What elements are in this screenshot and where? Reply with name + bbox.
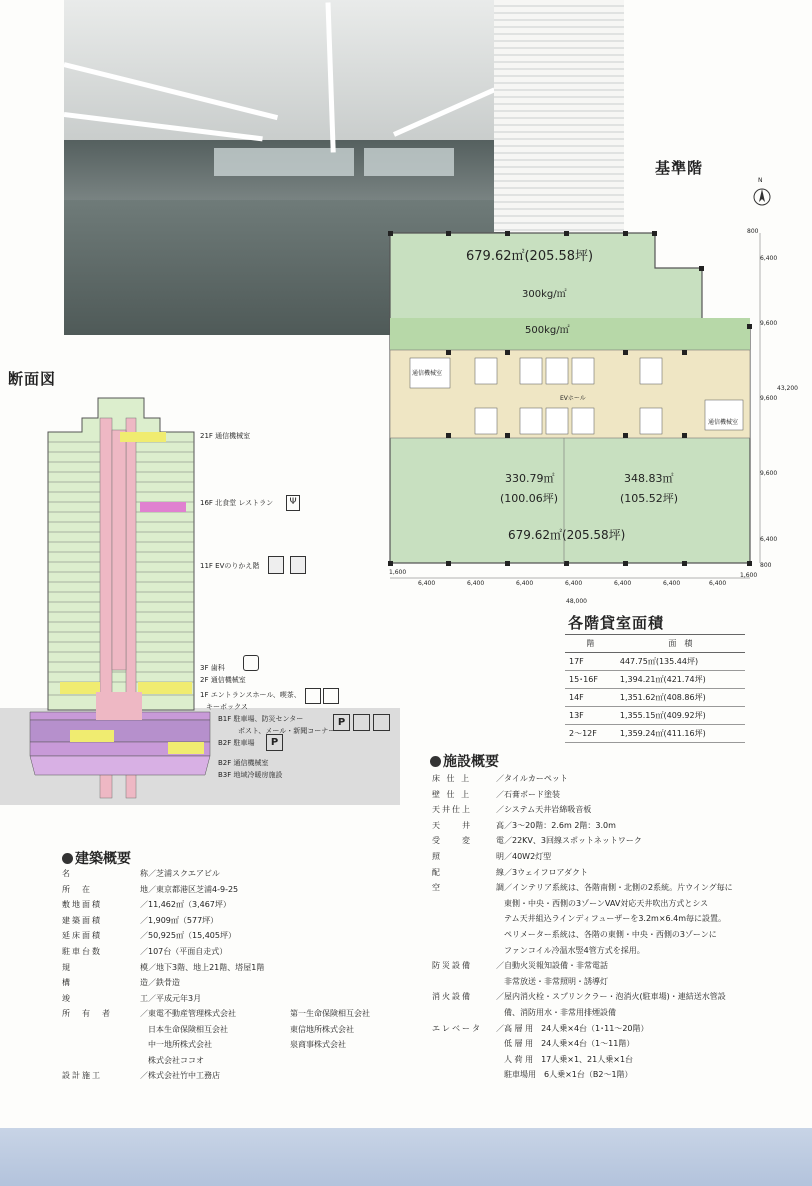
spec-value: ／50,925㎡（15,405坪） [140, 931, 236, 941]
dim-bottom-8: 1,600 [740, 572, 758, 579]
spec-row [432, 1005, 807, 1021]
footer-band [0, 1128, 812, 1186]
spec-row [432, 958, 807, 974]
spec-row [432, 896, 807, 912]
table-cell: 1,351.62㎡(408.86坪) [616, 689, 745, 707]
spec-row [62, 866, 402, 882]
spec-key [432, 927, 496, 943]
spec-key: 天井仕上 [432, 805, 472, 815]
core-label-center: EVホール [560, 395, 586, 402]
spec-key: 延床面積 [62, 931, 102, 941]
facility-title [430, 751, 499, 771]
spec-value: 低 層 用 24人乗×4台（1～11階） [504, 1039, 635, 1049]
mailbox-icon [353, 714, 370, 731]
dim-bottom-3: 6,400 [516, 580, 534, 587]
coffee-icon [305, 688, 321, 704]
dim-bottom-1: 6,400 [418, 580, 436, 587]
spec-key: 照 [432, 851, 442, 861]
spec-row [432, 849, 807, 865]
right-area: 348.83㎡ [624, 472, 674, 485]
building-title-text: 建築概要 [75, 851, 131, 867]
owner-item: 第一生命保険相互会社 [290, 1009, 370, 1018]
owner-item: 東信地所株式会社 [290, 1024, 354, 1034]
spec-key: 防災設備 [432, 961, 472, 971]
spec-row [62, 913, 402, 929]
label-b1-b: ポスト、メール・新聞コーナー [238, 727, 336, 735]
section-title: 断面図 [8, 370, 57, 388]
right-tsubo: (105.52坪) [620, 492, 679, 505]
load-500: 500kg/㎡ [525, 325, 570, 336]
spec-value: テム天井組込ラインディフューザーを3.2m×6.4m毎に設置。 [504, 914, 727, 924]
table-row [565, 689, 745, 707]
label-1f-b: キーボックス [206, 703, 248, 711]
spec-value: ／屋内消火栓・スプリンクラー・泡消火(駐車場)・連結送水管設 [496, 992, 726, 1002]
mail-icon [373, 714, 390, 731]
label-16f: 16F 北食堂 レストラン [200, 499, 274, 507]
table-row [565, 653, 745, 671]
core-label-west: 通信機械室 [412, 370, 443, 377]
spec-row [432, 1021, 807, 1037]
owner-item: ／東電不動産管理株式会社 [140, 1009, 236, 1018]
table-cell: 1,359.24㎡(411.16坪) [616, 725, 745, 743]
owner-key: 所 有 者 [62, 1009, 112, 1018]
spec-row [62, 991, 402, 1007]
table-cell: 15･16F [565, 671, 616, 689]
parking-b2-icon: P [266, 734, 283, 751]
label-1f-a: 1F エントランスホール、喫茶、 [200, 691, 301, 699]
spec-value: ／タイルカーペット [496, 774, 568, 783]
spec-value: ／高 層 用 24人乗×4台（1･11～20階） [496, 1023, 649, 1033]
table-cell: 14F [565, 689, 616, 707]
spec-value: ／11,462㎡（3,467坪） [140, 900, 231, 910]
dim-right-total: 43,200 [777, 385, 798, 392]
spec-row [432, 802, 807, 818]
core-label-east: 通信機械室 [708, 419, 739, 426]
spec-value: 明／40W2灯型 [496, 851, 552, 861]
section-diagram [0, 390, 400, 805]
spec-value: 称／芝浦スクエアビル [140, 869, 220, 878]
spec-row [62, 960, 402, 976]
building-title [62, 848, 131, 868]
dim-bottom-4: 6,400 [565, 580, 583, 587]
spec-key: 名 [62, 869, 72, 878]
parking-icon: P [333, 714, 350, 731]
dim-right-6: 800 [760, 562, 772, 569]
spec-key: 建築面積 [62, 915, 102, 925]
load-300: 300kg/㎡ [522, 289, 567, 300]
spec-row [432, 927, 807, 943]
key-icon [323, 688, 339, 704]
spec-key [432, 943, 496, 959]
spec-row [432, 1067, 807, 1083]
spec-key [432, 896, 496, 912]
dim-right-5: 6,400 [760, 536, 778, 543]
dim-bottom-5: 6,400 [614, 580, 632, 587]
spec-key: 床 仕 上 [432, 774, 472, 783]
spec-key: 敷地面積 [62, 900, 102, 910]
owner-item: 中一地所株式会社 [148, 1040, 212, 1050]
spec-value: 電／22KV、3回線スポットネットワーク [496, 836, 642, 846]
area-table [565, 634, 745, 743]
facility-list [432, 771, 807, 1083]
dim-bottom-0: 1,600 [389, 569, 407, 576]
left-area: 330.79㎡ [505, 472, 555, 485]
table-row [565, 707, 745, 725]
north-arrow-icon [752, 177, 772, 208]
spec-value: ／石膏ボード塗装 [496, 789, 560, 799]
col-floor: 階 [565, 635, 616, 653]
spec-key: 空 [432, 883, 442, 893]
spec-row [432, 911, 807, 927]
bullet-icon [430, 756, 441, 767]
spec-key: 所 在 [62, 884, 92, 894]
spec-key: 駐車台数 [62, 946, 102, 956]
spec-key: 壁 仕 上 [432, 789, 472, 799]
building-list [62, 866, 402, 1006]
window-blind [494, 0, 624, 232]
spec-value: 線／3ウェイフロアダクト [496, 867, 588, 877]
bullet-icon [62, 853, 73, 864]
spec-row [62, 897, 402, 913]
table-row [565, 671, 745, 689]
spec-value: ／自動火災報知設備・非常電話 [496, 961, 608, 971]
spec-key: 受 変 [432, 836, 472, 846]
spec-value: ペリメーター系統は、各階の東側・中央・西側の3ゾーンに [504, 929, 717, 939]
spec-value: ファンコイル冷温水竪4管方式を採用。 [504, 945, 645, 955]
table-cell: 13F [565, 707, 616, 725]
spec-value: 地／東京都港区芝浦4-9-25 [140, 884, 239, 894]
owner-item: 株式会社ココオ [148, 1055, 204, 1065]
label-11f: 11F EVのりかえ階 [200, 562, 260, 570]
spec-value: ／1,909㎡（577坪） [140, 915, 219, 925]
label-21f: 21F 通信機械室 [200, 432, 251, 440]
table-cell: 17F [565, 653, 616, 671]
spec-value: 非常放送・非常照明・誘導灯 [504, 976, 608, 986]
spec-value: 東側・中央・西側の3ゾーンVAV対応天井吹出方式とシス [504, 898, 709, 908]
spec-row [432, 1052, 807, 1068]
spec-key: 天 井 [432, 820, 472, 830]
area-table-title: 各階貸室面積 [568, 614, 665, 632]
spec-row [432, 880, 807, 896]
dental-icon [243, 655, 259, 671]
spec-value: 駐車場用 6人乗×1台（B2～1階） [504, 1070, 633, 1080]
spec-row [432, 818, 807, 834]
spec-row [432, 1036, 807, 1052]
dim-bottom-7: 6,400 [709, 580, 727, 587]
spec-value: 人 荷 用 17人乗×1、21人乗×1台 [504, 1054, 634, 1064]
dim-right-1: 6,400 [760, 255, 778, 262]
spec-value: 模／地下3階、地上21階、塔屋1階 [140, 962, 265, 972]
owners [62, 1006, 402, 1084]
spec-key: 規 [62, 962, 72, 972]
elevator-icon [268, 556, 284, 574]
spec-row [62, 975, 402, 991]
label-b2-b: B2F 通信機械室 [218, 759, 269, 767]
spec-key: 構 [62, 978, 72, 988]
elevator-transfer-icon [290, 556, 306, 574]
floor-plan-title: 基準階 [655, 159, 704, 177]
spec-key: 竣 [62, 993, 72, 1003]
dim-bottom-2: 6,400 [467, 580, 485, 587]
spec-value: 備、消防用水・非常用排煙設備 [504, 1007, 616, 1017]
spec-row [62, 944, 402, 960]
spec-key [432, 1067, 496, 1083]
dim-right-4: 9,600 [760, 470, 778, 477]
spec-row [432, 943, 807, 959]
restaurant-icon: Ψ [286, 495, 300, 511]
owner-item: 泉商事株式会社 [290, 1040, 346, 1050]
label-3f: 3F 歯科 [200, 664, 225, 672]
spec-value: 工／平成元年3月 [140, 993, 202, 1003]
facility-title-text: 施設概要 [443, 754, 499, 770]
spec-row [62, 928, 402, 944]
spec-row [432, 771, 807, 787]
dim-right-0: 800 [747, 228, 759, 235]
contractor-key: 設計施工 [62, 1071, 102, 1081]
spec-value: 高／3～20階：2.6m 2階：3.0m [496, 820, 616, 830]
spec-row [432, 865, 807, 881]
label-2f: 2F 通信機械室 [200, 676, 246, 684]
table-cell: 2～12F [565, 725, 616, 743]
spec-key: エレベータ [432, 1023, 482, 1033]
spec-key [432, 1052, 496, 1068]
col-area: 面 積 [616, 635, 745, 653]
north-label: N [758, 177, 763, 184]
label-b1-a: B1F 駐車場、防災センター [218, 715, 304, 723]
label-b2: B2F 駐車場 [218, 739, 255, 747]
spec-row [432, 787, 807, 803]
spec-value: ／107台（平面自走式） [140, 946, 228, 956]
table-cell: 1,394.21㎡(421.74坪) [616, 671, 745, 689]
bottom-area: 679.62㎡(205.58坪) [508, 528, 626, 542]
dim-right-2: 9,600 [760, 320, 778, 327]
spec-value: 調／インテリア系統は、各階南側・北側の2系統。片ウイング毎に [496, 883, 733, 893]
spec-key: 消火設備 [432, 992, 472, 1002]
top-area: 679.62㎡(205.58坪) [466, 249, 594, 264]
table-cell: 1,355.15㎡(409.92坪) [616, 707, 745, 725]
table-row [565, 725, 745, 743]
left-tsubo: (100.06坪) [500, 492, 559, 505]
spec-row [432, 989, 807, 1005]
spec-key [432, 1036, 496, 1052]
contractor-value: ／株式会社竹中工務店 [140, 1071, 220, 1081]
table-cell: 447.75㎡(135.44坪) [616, 653, 745, 671]
spec-key [432, 911, 496, 927]
spec-row [432, 974, 807, 990]
spec-key [432, 974, 496, 990]
owner-item: 日本生命保険相互会社 [148, 1024, 228, 1034]
dim-bottom-total: 48,000 [566, 598, 587, 605]
dim-bottom-6: 6,400 [663, 580, 681, 587]
spec-value: ／システム天井岩綿吸音板 [496, 805, 592, 815]
spec-row [432, 833, 807, 849]
dim-right-3: 9,600 [760, 395, 778, 402]
spec-value: 造／鉄骨造 [140, 978, 180, 988]
spec-row [62, 882, 402, 898]
spec-key: 配 [432, 867, 442, 877]
spec-key [432, 1005, 496, 1021]
label-b3: B3F 地域冷暖房施設 [218, 771, 283, 779]
